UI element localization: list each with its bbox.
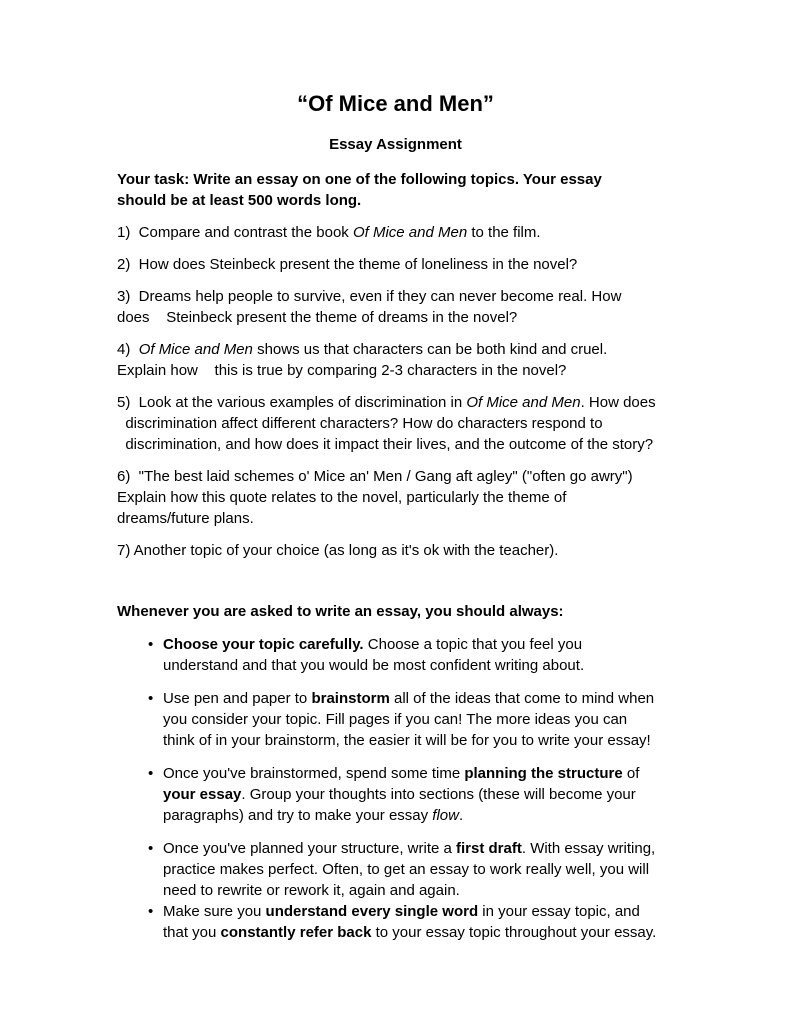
topic-item-3: 3) Dreams help people to survive, even if they can never become real. How does Steinbeck present the theme of dreams in the novel? xyxy=(117,288,622,326)
topic-item-7: 7) Another topic of your choice (as long as it's ok with the teacher). xyxy=(117,542,559,559)
topics-list xyxy=(117,222,706,561)
topic-item-4: 4) Of Mice and Men shows us that characters can be both kind and cruel. Explain how this is true by comparing 2-3 characters in the novel? xyxy=(117,341,608,379)
bullet-marker: • xyxy=(148,690,154,707)
bullet-text: Use pen and paper to brainstorm all of the ideas that come to mind when you consider your topic. Fill pages if you can! The more ideas you can think of in your brainstorm, the easier it will be for you to write your essay! xyxy=(163,690,655,749)
document-title: “Of Mice and Men” xyxy=(297,91,494,116)
bullet-item-1 xyxy=(148,634,706,676)
bullet-item-5 xyxy=(148,901,706,943)
bullet-text: Choose your topic carefully. Choose a topic that you feel you understand and that you would be most confident writing about. xyxy=(163,636,585,674)
bullet-marker: • xyxy=(148,903,154,920)
topic-item-5: 5) Look at the various examples of discrimination in Of Mice and Men. How does discrimination affect different characters? How do characters respond to discrimination, and how does it impact their lives, and the outcome of the story? xyxy=(117,394,656,453)
topic-item-1: 1) Compare and contrast the book Of Mice and Men to the film. xyxy=(117,224,541,241)
section-heading: Whenever you are asked to write an essay, you should always: xyxy=(117,603,564,620)
topic-item-2: 2) How does Steinbeck present the theme of loneliness in the novel? xyxy=(117,256,578,273)
bullet-marker: • xyxy=(148,840,154,857)
task-intro: Your task: Write an essay on one of the following topics. Your essay should be at least 500 words long. xyxy=(117,171,602,209)
bullet-marker: • xyxy=(148,765,154,782)
bullet-text: Make sure you understand every single word in your essay topic, and that you constantly refer back to your essay topic throughout your essay. xyxy=(163,903,657,941)
document-subtitle: Essay Assignment xyxy=(329,136,462,153)
topic-item-6: 6) "The best laid schemes o' Mice an' Men / Gang aft agley" ("often go awry") Explain how this quote relates to the novel, particularly the theme of dreams/future plans. xyxy=(117,468,633,527)
bullet-item-2 xyxy=(148,688,706,751)
bullet-item-4 xyxy=(148,838,706,901)
bullet-text: Once you've planned your structure, write a first draft. With essay writing, practice makes perfect. Often, to get an essay to work really well, you will need to rewrite or rework it, again and again. xyxy=(163,840,656,899)
bullet-marker: • xyxy=(148,636,154,653)
tips-list xyxy=(117,634,706,943)
bullet-text: Once you've brainstormed, spend some time planning the structure of your essay. Group your thoughts into sections (these will become your paragraphs) and try to make your essay flow. xyxy=(163,765,640,824)
bullet-item-3 xyxy=(148,763,706,826)
